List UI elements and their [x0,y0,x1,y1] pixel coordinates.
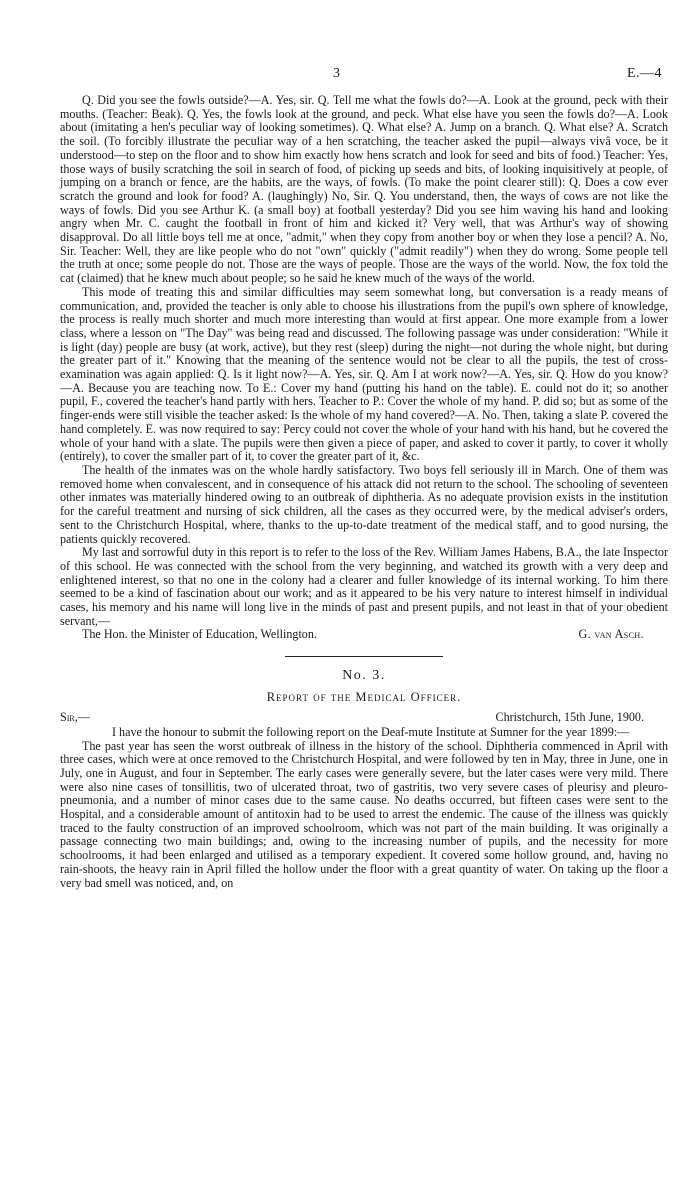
section-divider [285,656,443,657]
paragraph-health: The health of the inmates was on the whole hardly satisfactory. Two boys fell seriously ill in March. One of them was removed home when convalescent, and in consequence of his attack did not return to the school. The schooling of seventeen other inmates was materially hindered owing to an outbreak of diphtheria. As no adequate provision exists in the institution for the careful treatment and nursing of sick children, all the cases as they occurred were, by the medical adviser's orders, sent to the Christchurch Hospital, where, thanks to the up-to-date treatment of the medical staff, and to good nursing, the patients quickly recovered. [60,462,668,546]
section-title: Report of the Medical Officer. [266,690,462,705]
paragraph-illness-outbreak: The past year has seen the worst outbreak of illness in the history of the school. Diphtheria commenced in April with three cases, which were at once removed to the Christchurch Hospital, and were followed by ten in May, three in June, one in July, one in August, and four in September. The early cases were generally severe, but the later cases were very mild. There were also nine cases of tonsillitis, two of ulcerated throat, two of gastritis, two very severe cases of pleurisy and pleuro-pneumonia, and a number of minor cases due to the same cause. No deaths occurred, but fifteen cases were sent to the Hospital, and a considerable amount of antitoxin had to be used to arrest the endemic. The cause of the illness was quickly traced to the faulty construction of an improved schoolroom, which was not part of the main building. It was originally a passage connecting two main buildings; and, owing to the increasing number of pupils, and the necessity for more schoolrooms, it had been enlarged and utilised as a temporary expedient. It covered some hollow ground, and, having no rain-shoots, the heavy rain in April filled the hollow under the floor with a great quantity of water. On taking up the floor a very bad smell was noticed, and, on [60,738,668,890]
signature: G. van Asch. [578,627,644,642]
signoff-line [60,628,668,642]
page-number: 3 [333,66,340,81]
section-number: No. 3. [342,668,386,684]
place-date: Christchurch, 15th June, 1900. [495,709,644,724]
paragraph-report-intro: I have the honour to submit the following report on the Deaf-mute Institute at Sumner for the year 1899:— [112,724,630,739]
salutation-line [60,711,668,726]
paragraph-cross-examination: Q. Did you see the fowls outside?—A. Yes, sir. Q. Tell me what the fowls do?—A. Look at the ground, peck with their mouths. (Teacher: Beak). Q. Yes, the fowls look at the ground, and peck. What else have you seen the fowls do?—A. Look about (imitating a hen's peculiar way of looking sometimes). Q. What else? A. Jump on a branch. Q. What else? A. Scratch the soil. (To forcibly illustrate the peculiar way of a hen scratching, the teacher asked the pupil—always vivâ voce, be it understood—to step on the floor and to show him exactly how hens scratch and look for seed and bits of food.) Teacher: Yes, those ways of busily scratching the soil in search of food, of picking up seeds and bits, of looking inquisitively at people, of jumping on a branch or fence, are the habits, are the ways, of fowls. (To make the point clearer still): Q. Does a cow ever scratch the ground and look for food? A. (laughingly) No, Sir. Q. You understand, then, the ways of cows are not like the ways of fowls. Did you see Arthur K. (a small boy) at football yesterday? Did you see him waving his hand and looking angry when Mr. C. caught the football in front of him and kicked it? Very well, that was Arthur's way of showing disapproval. Do all little boys tell me at once, "admit," when they copy from another boy or when they lose a pencil? A. No, Sir. Teacher: Well, they are like people who do not "own" quickly ("admit readily") when they do wrong. Some people tell the truth at once; some people do not. Those are the ways of people. Those are the ways of the world. Now, the fox told the cat (claimed) that he knew much about people; so he said he knew much of the ways of the world. [60,93,668,286]
paragraph-conversation-method: This mode of treating this and similar difficulties may seem somewhat long, but conversation is a ready means of communication, and, provided the teacher is only able to choose his illustrations from the pupil's own sphere of knowledge, the process is really much shorter and much more interesting than would at first appear. One more example from a lower class, where a lesson on "The Day" was being read and discussed. The following passage was under consideration: "While it is light (day) people are busy (at work, active), but they rest (sleep) during the night—not during the whole night, but during the greater part of it." Knowing that the meaning of the sentence would not be clear to all the pupils, the test of cross-examination was again applied: Q. Is it light now?—A. Yes, sir. Q. Am I at work now?—A. Yes, sir. Q. How do you know?—A. Because you are teaching now. To E.: Cover my hand (putting his hand on the table). E. could not do it; so another pupil, F., covered the teacher's hand partly with hers. Teacher to P.: Cover the whole of my hand. P. did so; but as some of the finger-ends were still visible the teacher asked: Is the whole of my hand covered?—A. No. Then, taking a slate P. covered the hand completely. E. was now required to say: Percy could not cover the whole of your hand with his hand, but he covered the whole of your hand with a slate. The pupils were then given a piece of paper, and asked to cover it partly, to cover it wholly (entirely), to cover the smaller part of it, to cover the greater part of it, &c. [60,284,668,464]
document-reference: E.—4 [626,66,662,81]
salutation: Sir,— [60,709,90,724]
body-text [60,94,668,890]
addressee: The Hon. the Minister of Education, Wellington. [82,627,317,642]
paragraph-obituary: My last and sorrowful duty in this report is to refer to the loss of the Rev. William James Habens, B.A., the late Inspector of this school. He was connected with the school from the very beginning, and watched its growth with a very deep and enlightened interest, so that no one in the colony had a clearer and fuller knowledge of its internal working. To him there seemed to be a kind of fascination about our work; and as it appeared to be his very nature to interest himself in individual cases, his memory and his name will long live in the minds of past and present pupils, and not least in that of your obedient servant,— [60,545,668,628]
